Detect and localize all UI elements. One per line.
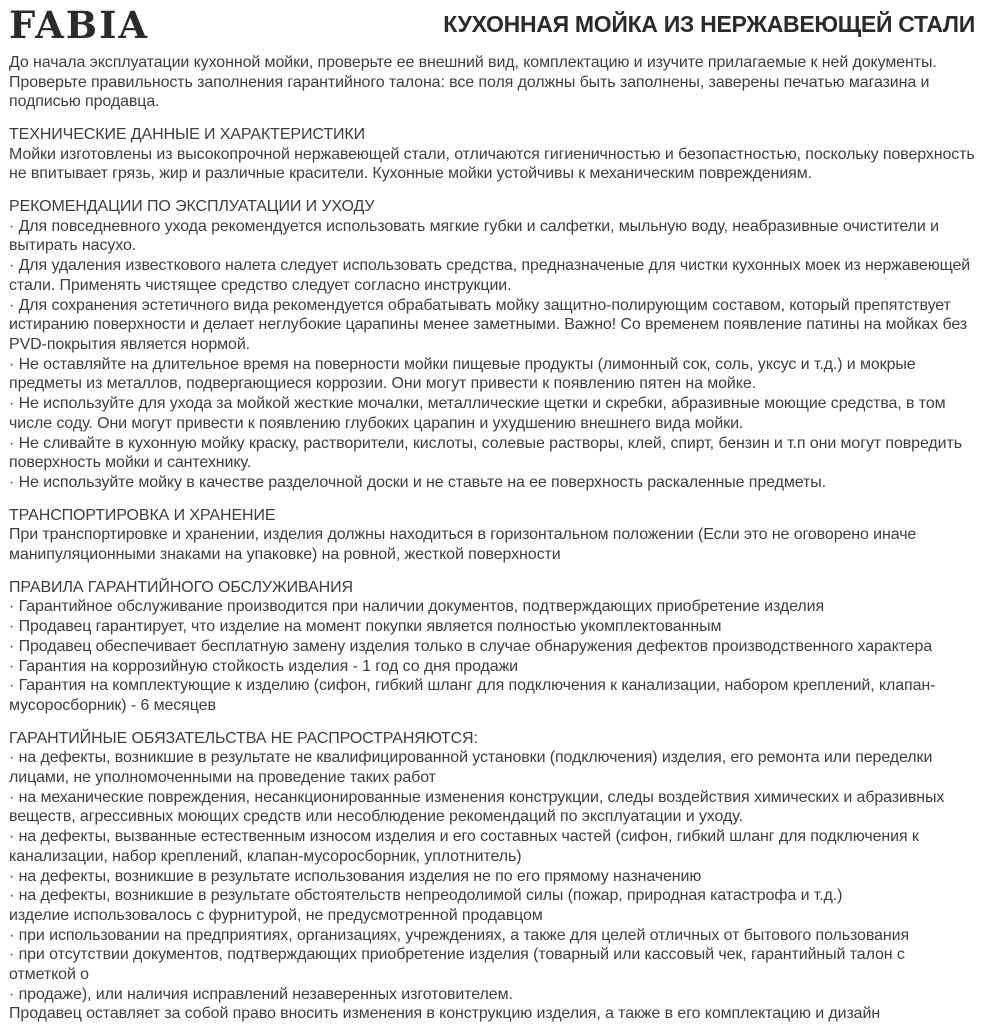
list-item: · Продавец обеспечивает бесплатную замену изделия только в случае обнаружения дефектов производственного характера (9, 637, 933, 655)
page-title: КУХОННАЯ МОЙКА ИЗ НЕРЖАВЕЮЩЕЙ СТАЛИ (443, 11, 975, 37)
brand-logo: FABIA (9, 3, 150, 47)
list-item: · при отсутствии документов, подтверждающих приобретение изделия (товарный или кассовый чек, гарантийный талон с отметкой о (9, 946, 905, 984)
list-item: · Не сливайте в кухонную мойку краску, растворители, кислоты, солевые растворы, клей, спирт, бензин и т.п они могут повредить поверхность мойки и сантехнику. (9, 434, 962, 472)
list-item: · на дефекты, возникшие в результате обстоятельств непреодолимой силы (пожар, природная катастрофа и т.д.) (9, 887, 843, 905)
list-item: изделие использовалось с фурнитурой, не предусмотренной продавцом (9, 906, 543, 924)
list-item: · на дефекты, вызванные естественным износом изделия и его составных частей (сифон, гибкий шланг для подключения к канализации, набор креплений, клапан-мусоросборник, уплотнитель) (9, 828, 919, 865)
list-item: · Не оставляйте на длительное время на поверности мойки пищевые продукты (лимонный сок, соль, уксус и т.д.) и мокрые предметы из металлов, подвергающиеся коррозии. Они могут привести к появлению пятен на мойке. (9, 355, 916, 393)
section-warranty-rules (9, 578, 975, 716)
intro-paragraph: До начала эксплуатации кухонной мойки, проверьте ее внешний вид, комплектацию и изучите прилагаемые к ней документы. Проверьте правильность заполнения гарантийного талона: все поля должны быть заполнены, заверены печатью магазина и подписью продавца. (9, 53, 937, 111)
list-item: · на механические повреждения, несанкционированные изменения конструкции, следы воздействия химических и абразивных веществ, агрессивных моющих средств или несоблюдение рекомендаций по эксплуатации и уходу. (9, 788, 945, 826)
section-heading-technical: ТЕХНИЧЕСКИЕ ДАННЫЕ И ХАРАКТЕРИСТИКИ (9, 125, 366, 143)
section-paragraph-technical: Мойки изготовлены из высокопрочной нержавеющей стали, отличаются гигиеничностью и безопастностью, поскольку поверхность не впитывает грязь, жир и различные красители. Кухонные мойки устойчивы к механическим повреждениям. (9, 145, 975, 183)
section-paragraph-transport: При транспортировке и хранении, изделия должны находиться в горизонтальном положении (Если это не оговорено иначе манипуляционными знаками на упаковке) на ровной, жесткой поверхности (9, 526, 917, 564)
section-transport-storage (9, 506, 975, 565)
list-item: · Гарантия на коррозийную стойкость изделия - 1 год со дня продажи (9, 657, 519, 675)
list-item: · Для повседневного ухода рекомендуется использовать мягкие губки и салфетки, мыльную воду, неабразивные очистители и вытирать насухо. (9, 217, 939, 255)
section-heading-care: РЕКОМЕНДАЦИИ ПО ЭКСПЛУАТАЦИИ И УХОДУ (9, 198, 375, 216)
list-item: · на дефекты, возникшие в результате не квалифицированной установки (подключения) изделия, его ремонта или переделки лицами, не уполномоченными на проведение таких работ (9, 749, 933, 787)
list-item: · Продавец гарантирует, что изделие на момент покупки является полностью укомплектованным (9, 618, 722, 636)
list-item: · Для сохранения эстетичного вида рекомендуется обрабатывать мойку защитно-полирующим составом, который препятствует истиранию поверхности и делает неглубокие царапины менее заметными. Важно! Со временем появление патины на мойках без PVD-покрытия является нормой. (9, 296, 968, 353)
list-item: · Гарантийное обслуживание производится при наличии документов, подтверждающих приобретение изделия (9, 598, 825, 616)
list-item: · Не используйте для ухода за мойкой жесткие мочалки, металлические щетки и скребки, абразивные моющие средства, в том числе соду. Они могут привести к появлению глубоких царапин и ухудшению внешнего вида мойки. (9, 395, 946, 432)
list-item: · на дефекты, возникшие в результате использования изделия не по его прямому назначению (9, 867, 702, 885)
section-warranty-exclusions (9, 729, 975, 1024)
list-item: · Гарантия на комплектующие к изделию (сифон, гибкий шланг для подключения к канализации, набором креплений, клапан-мусоросборник) - 6 месяцев (9, 677, 936, 714)
section-heading-warranty-rules: ПРАВИЛА ГАРАНТИЙНОГО ОБСЛУЖИВАНИЯ (9, 578, 353, 596)
document-header (9, 3, 975, 47)
section-care-recommendations (9, 197, 975, 493)
list-item: · Для удаления известкового налета следует использовать средства, предназначеные для чистки кухонных моек из нержавеющей стали. Применять чистящее средство следует согласно инструкции. (9, 257, 971, 294)
list-item: · продаже), или наличия исправлений незаверенных изготовителем. (9, 985, 513, 1003)
section-technical-data (9, 125, 975, 184)
section-heading-exclusions: ГАРАНТИЙНЫЕ ОБЯЗАТЕЛЬСТВА НЕ РАСПРОСТРАНЯЮТСЯ: (9, 729, 478, 747)
list-item: · при использовании на предприятиях, организациях, учреждениях, а также для целей отличных от бытового пользования (9, 926, 910, 944)
section-heading-transport: ТРАНСПОРТИРОВКА И ХРАНЕНИЕ (9, 506, 276, 524)
list-item: · Не используйте мойку в качестве разделочной доски и не ставьте на ее поверхность раскаленные предметы. (9, 473, 826, 491)
manufacturer-rights-note: Продавец оставляет за собой право вносить изменения в конструкцию изделия, а также в его комплектацию и дизайн (9, 1005, 881, 1023)
